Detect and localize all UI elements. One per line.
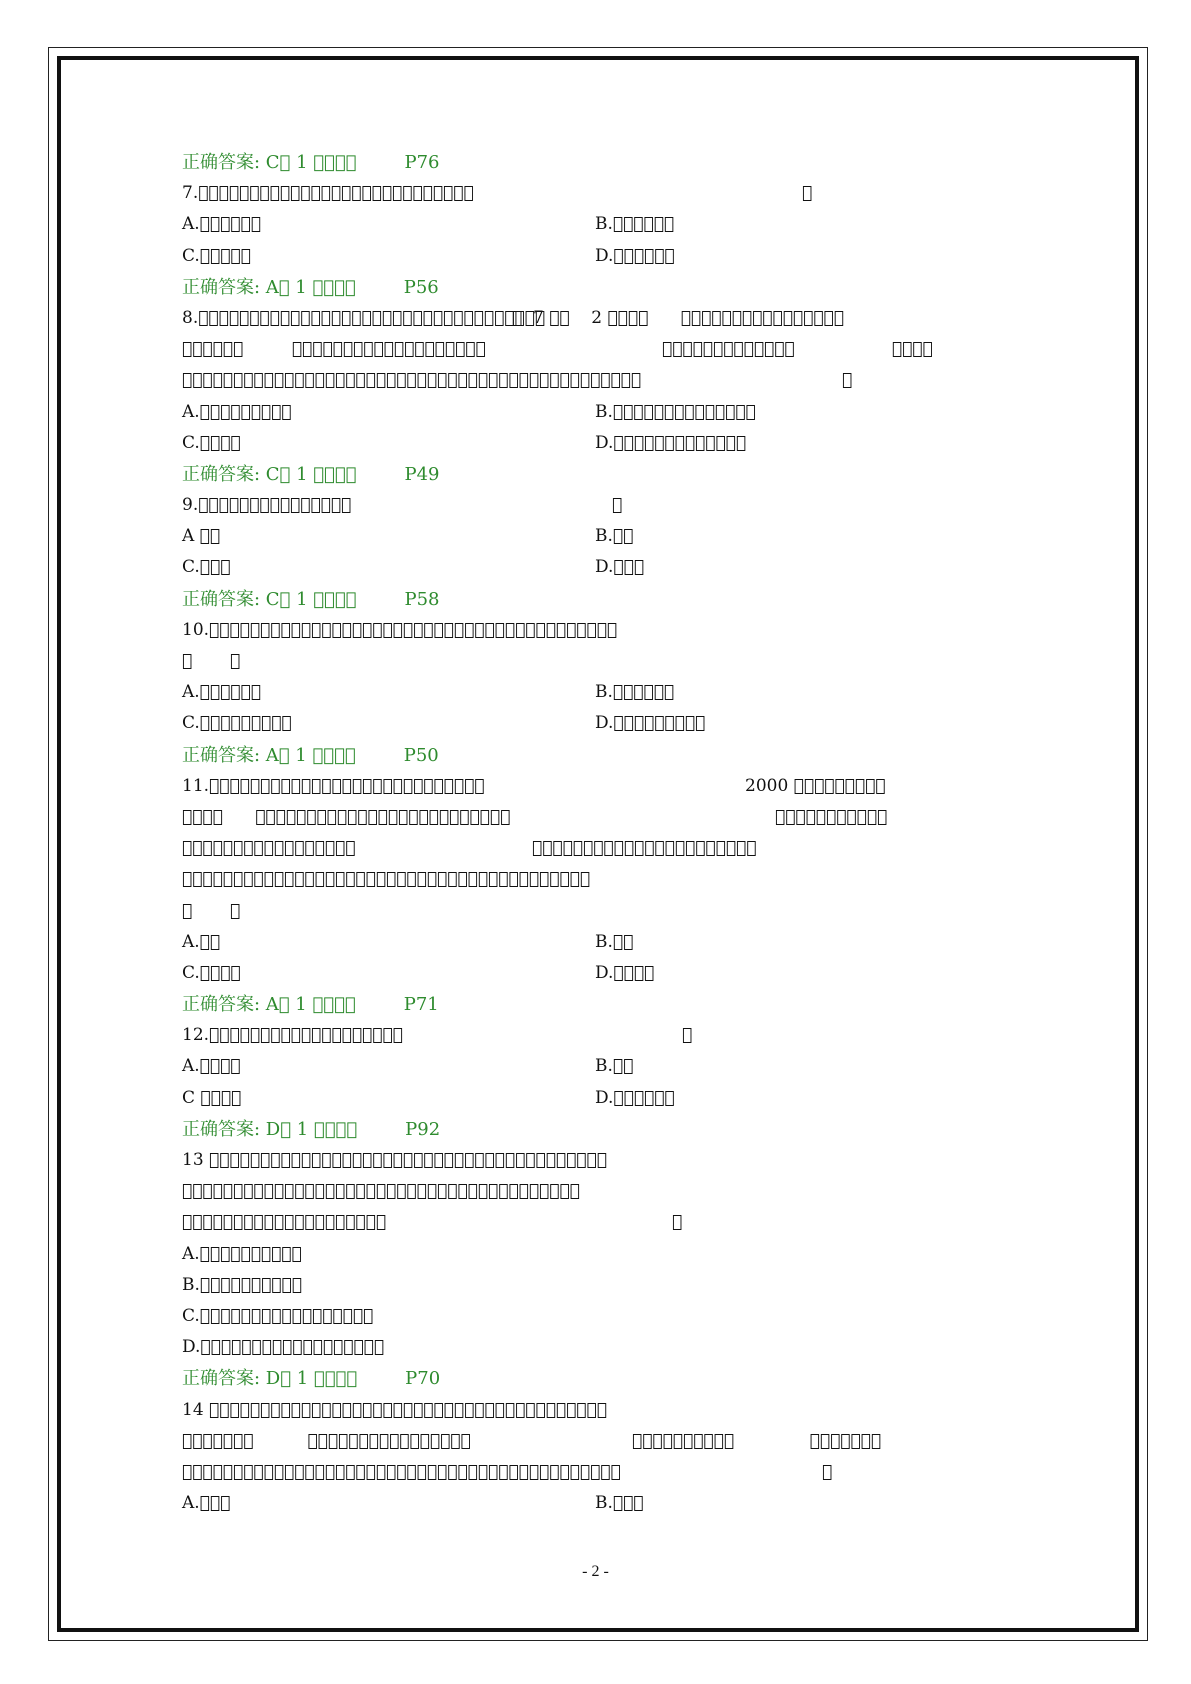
option-left: C.      [182,245,251,266]
question-blank:                        [532,838,757,859]
question-line [182,1145,1002,1176]
question-blank:   [822,1461,833,1482]
option-line [182,1239,1002,1270]
option-left: A.       [182,682,261,703]
options-row [182,521,1002,552]
question-text:                            [182,339,486,360]
options-row [182,677,1002,708]
question-line [182,1457,1002,1488]
options-row [182,927,1002,958]
question-text: 14                                         [182,1399,607,1420]
answer-text: 正确答案: A  1      [182,994,356,1016]
question-line [182,490,1002,521]
answer-page-ref: P49 [404,463,440,485]
options-row [182,1488,1002,1519]
question-line [182,1020,1002,1051]
option-line [182,1301,1002,1332]
answer-page-ref: P71 [403,994,439,1016]
option-left: C.          [182,713,292,734]
question-text:                          [182,1430,471,1451]
question-text:                   [182,838,356,859]
option-left: A.    [182,1493,231,1514]
answer-text: 正确答案: C  1      [182,463,357,485]
option-left: A    [182,526,221,547]
question-line [182,303,1002,334]
question-text: 8.                                   [182,307,546,328]
option-right: D.    [595,557,645,578]
answer-text: 正确答案: A  1      [182,744,356,766]
option-left: C.     [182,432,241,453]
answer-line [182,147,1002,178]
answer-line [182,740,1002,771]
options-row [182,708,1002,739]
answer-page-ref: P76 [404,152,440,173]
answer-line [182,1114,1002,1145]
question-blank:   [612,495,623,516]
question-line [182,1207,1002,1238]
options-row [182,552,1002,583]
question-text: 7.                            [182,183,474,204]
answer-line [182,584,1002,615]
answer-line [182,989,1002,1020]
options-row [182,1051,1002,1082]
option-right: D.       [595,1087,675,1108]
question-text:                                             [182,1461,621,1482]
question-text:                                         [182,1181,580,1202]
question-text: 12.                    [182,1025,403,1046]
option-right: D.       [595,245,675,266]
question-line [182,178,1002,209]
options-row [182,209,1002,240]
question-text:     [182,651,241,671]
option-right: D.          [595,713,706,734]
question-line [182,833,1002,864]
option-text: D.                   [182,1337,385,1358]
answer-page-ref: P92 [405,1118,441,1140]
answer-page-ref: P50 [403,744,439,766]
option-text: C.                  [182,1305,374,1326]
question-line [182,1176,1002,1207]
option-left: A.   [182,931,221,952]
question-line [182,646,1002,677]
option-left: C.     [182,962,241,983]
question-text: 9.                [182,495,352,516]
option-line [182,1270,1002,1301]
question-text:     [182,900,241,921]
page-number: - 2 - [582,1563,609,1580]
option-right: B.   [595,931,634,952]
question-line [182,334,1002,365]
question-blank:                    [662,339,933,360]
option-right: D.     [595,962,655,983]
question-blank:   7    2                       [512,307,844,328]
answer-line [182,1363,1002,1394]
question-text: 11.                            [182,775,485,796]
question-text:                                          [182,869,591,890]
answer-line [182,272,1002,303]
question-text:                                [182,806,511,827]
answer-page-ref: P58 [404,588,440,610]
options-row [182,428,1002,459]
question-line [182,365,1002,396]
option-left: C.    [182,557,231,578]
answer-line [182,459,1002,490]
question-blank:             [775,806,888,827]
options-row [182,241,1002,272]
answer-text: 正确答案: D  1      [182,1118,358,1140]
answer-text: 正确答案: D  1      [182,1368,358,1390]
question-blank:   [672,1212,683,1233]
question-blank:   [842,370,853,391]
option-left: A.     [182,1056,241,1077]
answer-text: 正确答案: C  1      [182,588,357,610]
option-right: B.       [595,214,675,235]
question-text:                                               [182,370,642,391]
question-blank:                    [632,1430,882,1451]
question-line [182,802,1002,833]
question-line [182,864,1002,895]
question-text: 10.                                         [182,619,618,640]
option-text: B.           [182,1274,302,1295]
question-text:                      [182,1212,387,1233]
option-right: B.               [595,401,756,422]
option-right: B.    [595,1493,644,1514]
answer-text: 正确答案: C  1      [182,152,357,173]
options-row [182,397,1002,428]
question-blank:   [682,1025,693,1046]
option-text: A.           [182,1243,302,1264]
question-list [182,147,1002,1519]
option-left: A.          [182,401,292,422]
question-blank: 2000           [745,775,886,796]
option-right: B.   [595,1056,634,1077]
option-right: B.       [595,682,675,703]
question-line [182,896,1002,927]
answer-text: 正确答案: A  1      [182,276,356,298]
question-blank:   [802,183,813,204]
option-left: C      [182,1087,242,1108]
options-row [182,958,1002,989]
answer-page-ref: P56 [403,276,439,298]
option-left: A.       [182,214,261,235]
question-line [182,1426,1002,1457]
option-line [182,1332,1002,1363]
question-line [182,771,1002,802]
option-right: B.   [595,526,634,547]
option-right: D.              [595,432,747,453]
question-text: 13                                         [182,1150,607,1170]
question-line [182,615,1002,646]
question-line [182,1395,1002,1426]
answer-page-ref: P70 [405,1368,441,1390]
options-row [182,1083,1002,1114]
